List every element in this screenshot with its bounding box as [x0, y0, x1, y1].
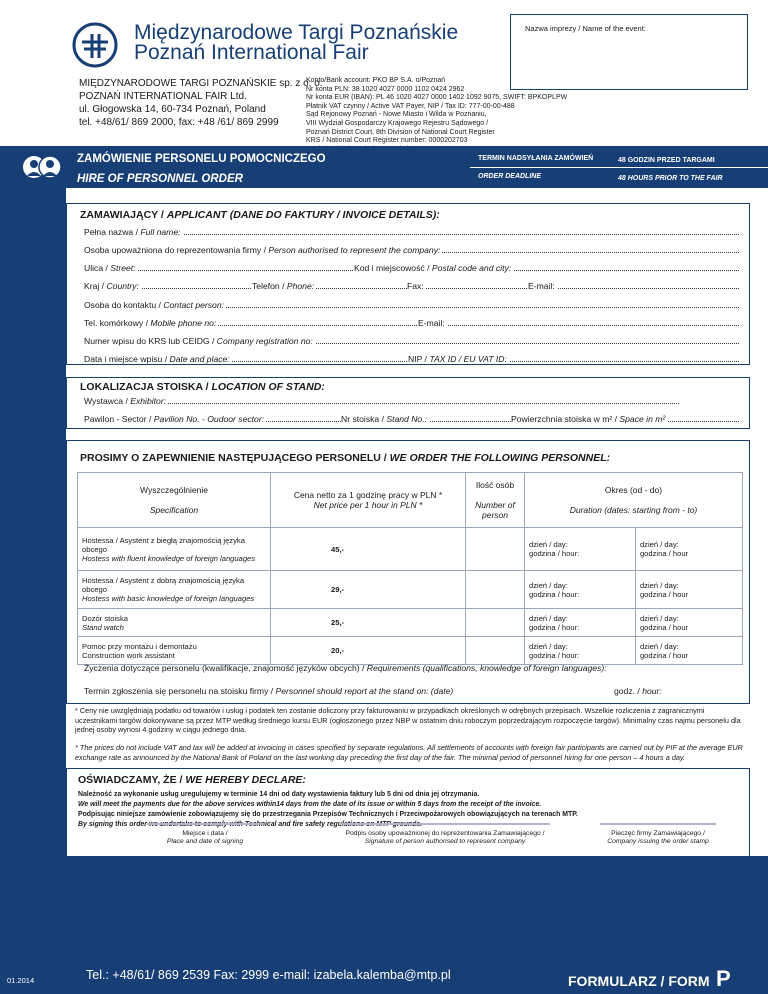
to-cell[interactable] [635, 571, 742, 609]
from-hour: godzina / hour: [529, 549, 580, 558]
pavilion-label-en: Pavilion No. - Oudoor sector: [153, 414, 265, 424]
country-phone-field[interactable] [84, 281, 739, 291]
postal-label-en: Postal code and city: [431, 263, 512, 273]
stand-no-label-en: Stand No.: [386, 414, 427, 424]
date-place-label: Data i miejsce wpisu / [84, 354, 170, 364]
bank-line: Poznań District Court, 8th Division of National Court Register [306, 128, 495, 136]
table-row [78, 609, 743, 637]
from-day: dzień / day: [529, 641, 568, 651]
footer-contact: Tel.: +48/61/ 869 2539 Fax: 2999 e-mail: izabela.kalemba@mtp.pl [86, 968, 451, 982]
declare-line: By signing this order we undertake to comply with Technical and fire safety regulations on MTP grounds. [78, 821, 423, 828]
spec-pl: Hostessa / Asystent z biegłą znajomością języka obcego [82, 535, 245, 554]
qty-header-pl: Ilość osób [475, 480, 515, 490]
personnel-title-pl: PROSIMY O ZAPEWNIENIE NASTĘPUJĄCEGO PERSONELU / [80, 452, 390, 464]
space-label-en: Space in m² [619, 414, 666, 424]
sig-place-label [147, 830, 263, 846]
personnel-title-en: WE ORDER THE FOLLOWING PERSONNEL: [389, 452, 611, 464]
authorised-person-label-en: Person authorised to represent the company: [268, 245, 441, 255]
company-line: tel. +48/61/ 869 2000, fax: +48 /61/ 869 2999 [79, 117, 279, 128]
banner-divider [470, 167, 768, 168]
sig-signature-label [330, 830, 560, 846]
applicant-title [80, 209, 440, 221]
hour-label: godz. / [614, 686, 643, 696]
stand-no-label: Nr stoiska / [341, 414, 387, 424]
sig-place-en: Place and date of signing [166, 838, 244, 845]
from-day: dzień / day: [529, 613, 568, 623]
price-header-pl: Cena netto za 1 godzinę pracy w PLN * [293, 490, 443, 500]
to-cell[interactable] [635, 528, 742, 571]
phone-label: Telefon / [252, 281, 287, 291]
form-label: FORMULARZ / FORM [568, 973, 710, 989]
date-place-label-en: Date and place: [169, 354, 230, 364]
from-cell[interactable] [525, 528, 636, 571]
to-cell[interactable] [635, 609, 742, 637]
spec-en: Construction work assistant [82, 650, 175, 660]
deadline-value-en: 48 HOURS PRIOR TO THE FAIR [618, 175, 723, 182]
sig-stamp-label [590, 830, 726, 846]
requirements-label-en: Requirements (qualifications, knowledge of foreign languages): [366, 663, 607, 673]
sig-place-pl: Miejsce i data / [182, 830, 228, 837]
spec-en: Stand watch [82, 622, 124, 632]
to-hour: godzina / hour [639, 622, 689, 632]
declare-title [78, 774, 306, 786]
spec-cell [78, 571, 271, 609]
spec-cell [78, 528, 271, 571]
company-line: MIĘDZYNARODOWE TARGI POZNAŃSKIE sp. z o. o. [79, 78, 323, 89]
declare-line: Podpisując niniejsze zamówienie zobowiązujemy się do przestrzegania Przepisów Technicznych i Przeciwpożarowych obowiązujących na terenach MTP. [78, 811, 578, 818]
exhibitor-label-en: Exhibitor: [130, 396, 167, 406]
exhibitor-field[interactable] [84, 396, 739, 406]
stand-section [66, 377, 750, 429]
bank-line: VIII Wydział Gospodarczy Krajowego Rejestru Sądowego / [306, 119, 489, 127]
street-label-en: Street: [110, 263, 136, 273]
company-line: POZNAŃ INTERNATIONAL FAIR Ltd. [79, 91, 247, 102]
nip-label-en: TAX ID / EU VAT ID: [429, 354, 507, 364]
deadline-label-pl: TERMIN NADSYŁANIA ZAMÓWIEŃ [478, 155, 594, 162]
to-hour: godzina / hour [639, 549, 689, 558]
event-name-label: Nazwa imprezy / Name of the event: [525, 24, 646, 33]
contact-person-label-en: Contact person: [163, 300, 224, 310]
declare-title-pl: OŚWIADCZAMY, ŻE / [78, 774, 186, 786]
stand-title-pl: LOKALIZACJA STOISKA / [80, 381, 212, 393]
note-en: * The prices do not include VAT and tax will be added at invoicing in cases specified by separate regulations. All settlements of accounts with foreign fair participants are carried out by PIF at the average EUR exchange rate as announced by the National Bank of Poland on the last working day preceding the first day of the fair. The minimal period of personnel hiring for one person – 4 hours a day. [75, 743, 743, 762]
country-label-en: Country: [106, 281, 139, 291]
registration-field[interactable] [84, 336, 739, 346]
deadline-label-en: ORDER DEADLINE [478, 173, 542, 180]
sig-stamp-en: Company issuing the order stamp [607, 838, 709, 845]
stand-title [80, 381, 325, 393]
personnel-section [66, 440, 750, 704]
spec-pl: Dozór stoiska [82, 613, 129, 623]
report-date-field[interactable] [84, 686, 739, 696]
personnel-title [80, 452, 610, 464]
sig-signature-pl: Podpis osoby upoważnionej do reprezentowania Zamawiającego / [345, 830, 545, 837]
spec-pl: Pomoc przy montażu i demontażu [82, 641, 197, 651]
bank-line: KRS / National Court Register number: 0000202703 [306, 137, 468, 145]
date-place-field[interactable] [84, 354, 739, 364]
nip-label: NIP / [408, 354, 430, 364]
personnel-table [77, 472, 743, 665]
from-hour: godzina / hour: [529, 622, 580, 632]
report-label: Termin zgłoszenia się personelu na stoisku firmy / [84, 686, 276, 696]
full-name-label: Pełna nazwa / [84, 227, 141, 237]
bank-line: Nr konta EUR (IBAN): PL 46 1020 4027 0000 1402 1092 9075, SWIFT: BPKOPLPW [306, 94, 568, 102]
to-day: dzień / day: [639, 641, 679, 651]
qty-header [466, 473, 525, 528]
bank-line: Płatnik VAT czynny / Active VAT Payer, NIP / Tax ID: 777-00-00-488 [306, 102, 515, 110]
applicant-section [66, 203, 750, 365]
note-pl: * Ceny nie uwzględniają podatku od towarów i usług i podatek ten zostanie doliczony przy fakturowaniu w przypadkach określonych w odrębnych przepisach. Wszelkie rozliczenia z zagranicznymi uczestnikami targów dokonywane są przez MTP według średniego kursu EUR (ogłoszonego przez NBP w ostatnim dniu roboczym poprzedzającym rozpoczęcie targów). Minimalny czas najmu personelu dla jednej osoby wynosi 4 godziny w ciągu jednego dnia. [75, 706, 741, 734]
period-header-pl: Okres (od - do) [604, 485, 663, 495]
authorised-person-label: Osoba upoważniona do reprezentowania firmy / [84, 245, 269, 255]
postal-label: Kod i miejscowość / [354, 263, 432, 273]
bank-line: Konto/Bank account: PKO BP S.A. o/Poznań [306, 77, 446, 84]
to-cell[interactable] [635, 637, 742, 665]
bank-details [306, 77, 567, 154]
space-label: Powierzchnia stoiska w m² / [511, 414, 620, 424]
company-address [79, 77, 323, 129]
declare-line: We will meet the payments due for the above services within14 days from the date of its issue or within 5 days from the receipt of the invoice. [78, 801, 542, 808]
sig-line-stamp[interactable] [600, 823, 716, 825]
registration-label: Numer wpisu do KRS lub CEIDG / [84, 336, 217, 346]
price-header [271, 473, 466, 528]
price-header-en: Net price per 1 hour in PLN * [313, 500, 423, 510]
from-day: dzień / day: [529, 540, 568, 549]
deadline-value-pl: 48 GODZIN PRZED TARGAMI [618, 157, 715, 164]
pavilion-stand-field[interactable] [84, 414, 739, 424]
sig-signature-en: Signature of person authorised to represent company [364, 838, 526, 845]
applicant-title-pl: ZAMAWIAJĄCY / [80, 209, 167, 221]
contact-person-label: Osoba do kontaktu / [84, 300, 164, 310]
from-day: dzień / day: [529, 580, 568, 590]
to-day: dzień / day: [639, 613, 679, 623]
footer-form-label [568, 966, 731, 992]
table-row [78, 571, 743, 609]
spec-cell [78, 637, 271, 665]
spec-header [78, 473, 271, 528]
report-label-en: Personnel should report at the stand on: (date) [275, 686, 454, 696]
to-hour: godzina / hour [639, 589, 689, 599]
hour-label-en: hour: [642, 686, 662, 696]
spec-cell [78, 609, 271, 637]
email-label: E-mail: [528, 281, 555, 291]
mobile-field[interactable] [84, 318, 739, 328]
from-cell[interactable] [525, 637, 636, 665]
qty-header-en: Number of person [475, 500, 515, 520]
footer-date: 01.2014 [7, 976, 35, 985]
email2-label: E-mail: [418, 318, 445, 328]
fax-label: Fax: [407, 281, 424, 291]
sig-line-signature[interactable] [340, 823, 550, 825]
qty-cell[interactable] [466, 528, 525, 571]
mobile-label: Tel. komórkowy / [84, 318, 151, 328]
sig-stamp-pl: Pieczęć firmy Zamawiającego / [611, 830, 705, 837]
qty-cell[interactable] [466, 637, 525, 665]
period-header-en: Duration (dates: starting from - to) [569, 505, 698, 515]
banner-title-en: HIRE OF PERSONNEL ORDER [77, 173, 243, 185]
requirements-label: Życzenia dotyczące personelu (kwalifikacje, znajomość języków obcych) / [84, 663, 367, 673]
spec-pl: Hostessa / Asystent z dobrą znajomością języka obcego [82, 576, 245, 594]
from-hour: godzina / hour: [529, 589, 580, 599]
declare-line: Należność za wykonanie usług uregulujemy w terminie 14 dni od daty wystawienia faktury lub 5 dni od dnia jej otrzymania. [78, 791, 480, 798]
logo-title-pl: Międzynarodowe Targi Poznańskie [134, 21, 459, 44]
banner-title-pl: ZAMÓWIENIE PERSONELU POMOCNICZEGO [77, 153, 326, 165]
applicant-title-en: APPLICANT (DANE DO FAKTURY / INVOICE DETAILS): [166, 209, 440, 221]
to-day: dzień / day: [639, 540, 679, 549]
exhibitor-label: Wystawca / [84, 396, 131, 406]
qty-cell[interactable] [466, 609, 525, 637]
bank-line: Sąd Rejonowy Poznań - Nowe Miasto i Wilda w Poznaniu, [306, 111, 487, 119]
full-name-field[interactable] [84, 227, 739, 237]
mtp-logo-icon [72, 22, 118, 68]
spec-en: Hostess with fluent knowledge of foreign languages [82, 553, 256, 563]
price-cell: 45,- [271, 528, 466, 571]
requirements-field[interactable] [84, 663, 739, 673]
to-day: dzień / day: [639, 580, 679, 590]
phone-label-en: Phone: [286, 281, 315, 291]
street-label: Ulica / [84, 263, 111, 273]
spec-header-en: Specification [149, 505, 199, 515]
form-letter: P [715, 966, 731, 991]
from-hour: godzina / hour: [529, 650, 580, 660]
to-hour: godzina / hour [639, 650, 689, 660]
period-header [525, 473, 743, 528]
bank-line: Nr konta PLN: 38 1020 4027 0000 1102 0424 2962 [306, 85, 465, 93]
price-cell: 25,- [271, 609, 466, 637]
spec-header-pl: Wyszczególnienie [140, 485, 208, 495]
table-row [78, 528, 743, 571]
company-line: ul. Głogowska 14, 60-734 Poznań, Poland [79, 104, 266, 115]
price-cell: 20,- [271, 637, 466, 665]
from-cell[interactable] [525, 571, 636, 609]
spec-en: Hostess with basic knowledge of foreign languages [82, 594, 255, 603]
contact-person-field[interactable] [84, 300, 739, 310]
logo-title-en: Poznań International Fair [134, 41, 369, 64]
full-name-label-en: Full name: [140, 227, 181, 237]
from-cell[interactable] [525, 609, 636, 637]
sig-line-place[interactable] [147, 823, 263, 825]
authorised-person-field[interactable] [84, 245, 739, 255]
pavilion-label: Pawilon - Sector / [84, 414, 154, 424]
qty-cell[interactable] [466, 571, 525, 609]
mobile-label-en: Mobile phone no: [150, 318, 217, 328]
street-postal-field[interactable] [84, 263, 739, 273]
stand-title-en: LOCATION OF STAND: [211, 381, 325, 393]
country-label: Kraj / [84, 281, 107, 291]
declare-title-en: WE HEREBY DECLARE: [185, 774, 306, 786]
registration-label-en: Company registration no: [216, 336, 313, 346]
price-cell: 29,- [271, 571, 466, 609]
people-icon [20, 152, 64, 182]
table-row [78, 637, 743, 665]
